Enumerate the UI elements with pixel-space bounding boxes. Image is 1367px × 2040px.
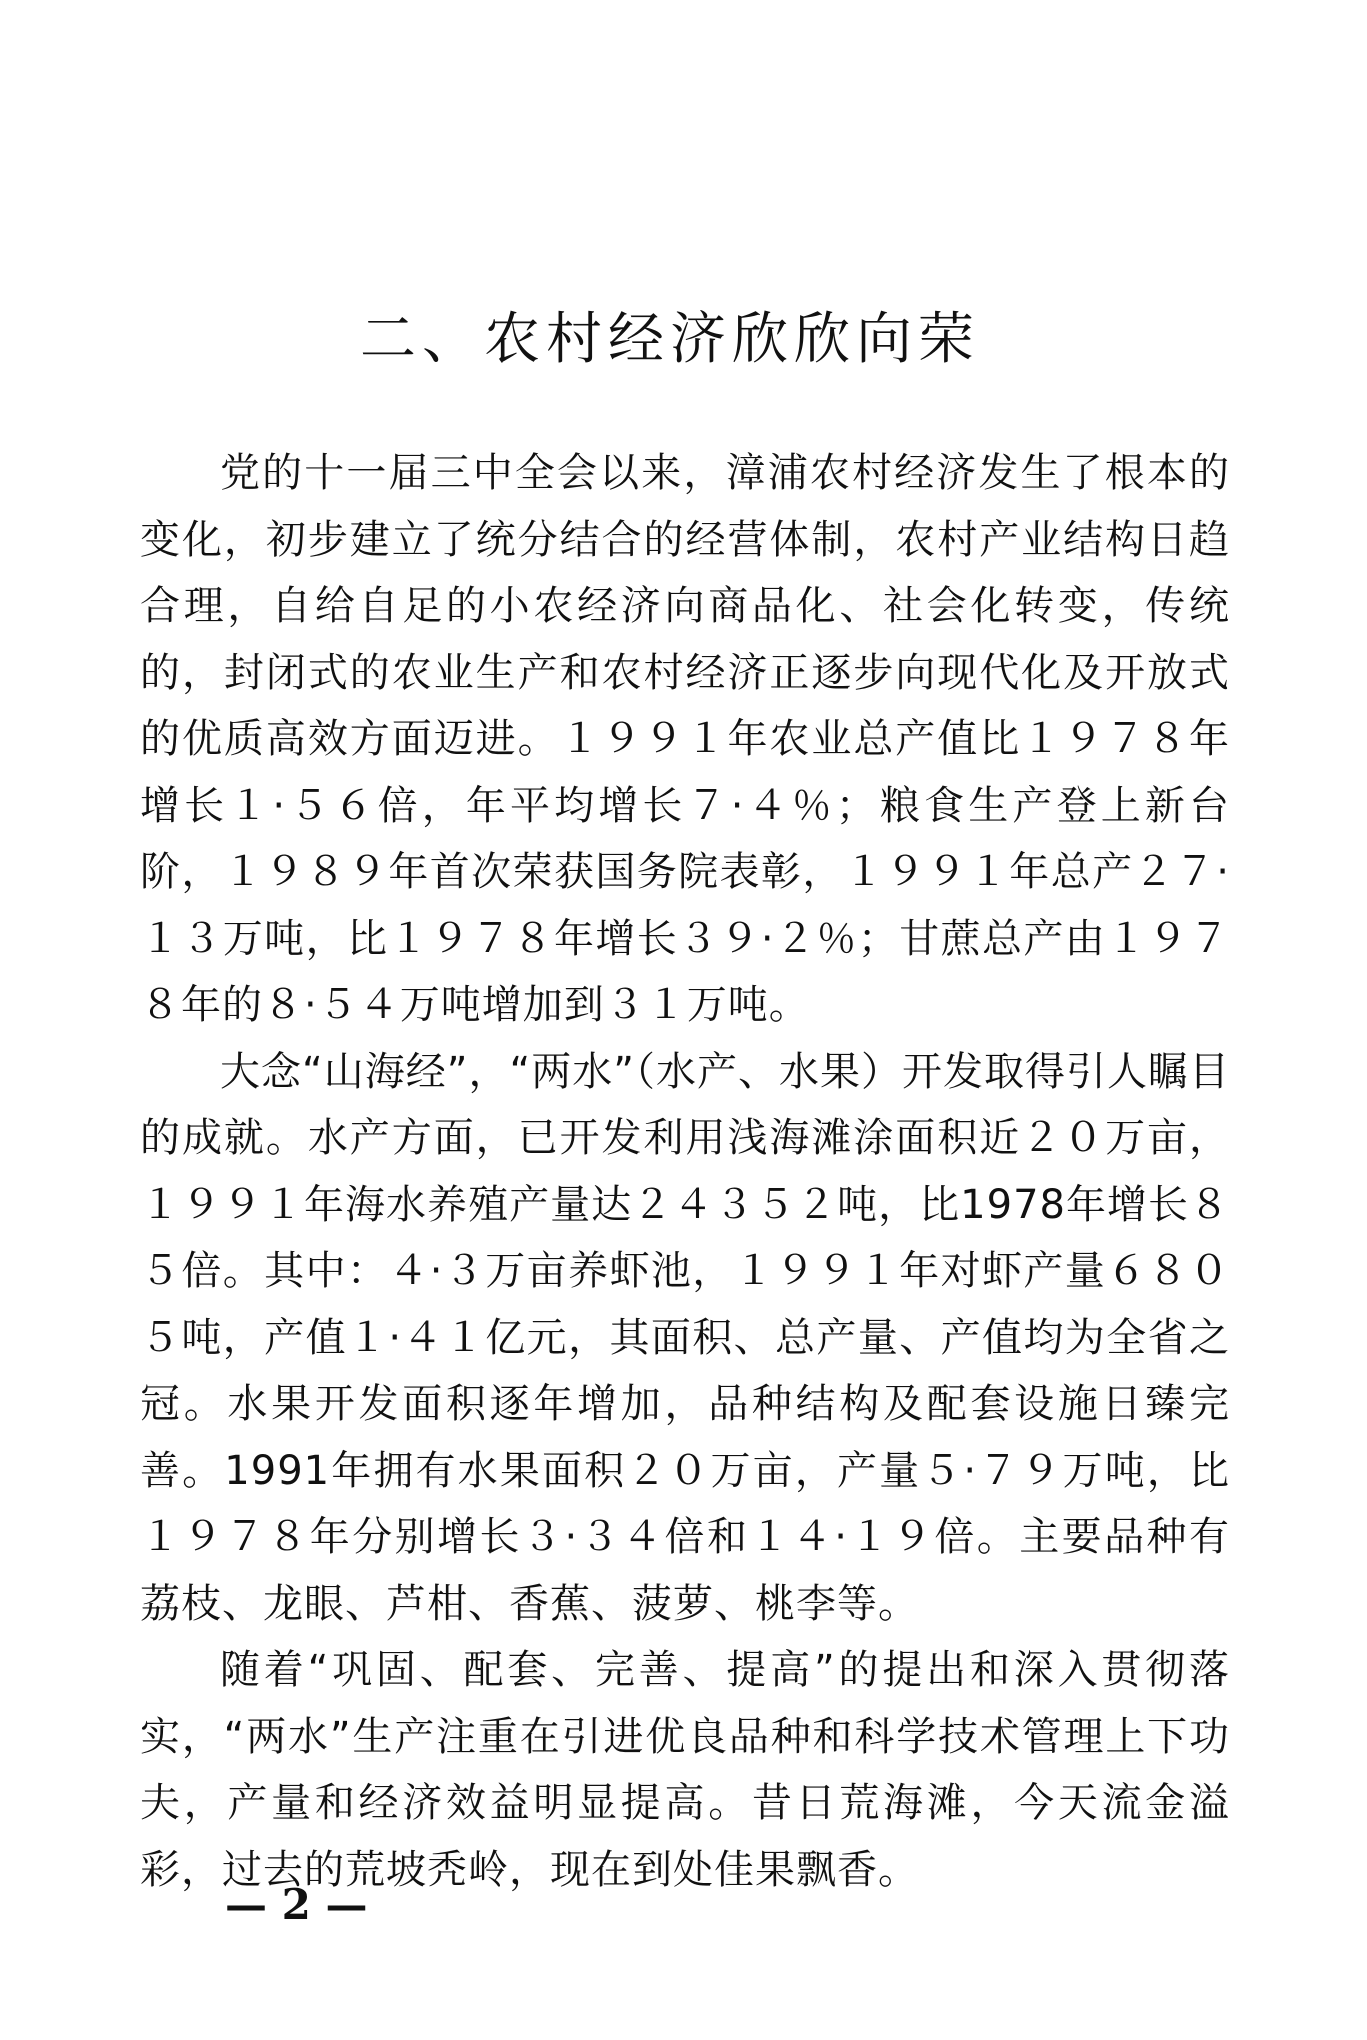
page-number: — 2 —: [225, 1880, 368, 1929]
paragraph-2: 大念“山海经”，“两水”（水产、水果）开发取得引人瞩目的成就。水产方面，已开发利用浅海滩涂面积近２０万亩，１９９１年海水养殖产量达２４３５２吨，比1978年增长８５倍。其中：４·３万亩养虾池，１９９１年对虾产量６８０５吨，产值１·４１亿元，其面积、总产量、产值均为全省之冠。水果开发面积逐年增加，品种结构及配套设施日臻完善。1991年拥有水果面积２０万亩，产量５·７９万吨，比１９７８年分别增长３·３４倍和１４·１９倍。主要品种有荔枝、龙眼、芦柑、香蕉、菠萝、桃李等。: [140, 1048, 1230, 1627]
paragraph-3: 随着“巩固、配套、完善、提高”的提出和深入贯彻落实，“两水”生产注重在引进优良品种和科学技术管理上下功夫，产量和经济效益明显提高。昔日荒海滩，今天流金溢彩，过去的荒坡秃岭，现在到处佳果飘香。: [140, 1647, 1230, 1893]
body-text: [140, 440, 1230, 1903]
section-title: 二、农村经济欣欣向荣: [360, 307, 980, 372]
paragraph-1: 党的十一届三中全会以来，漳浦农村经济发生了根本的变化，初步建立了统分结合的经营体制，农村产业结构日趋合理，自给自足的小农经济向商品化、社会化转变，传统的，封闭式的农业生产和农村经济正逐步向现代化及开放式的优质高效方面迈进。１９９１年农业总产值比１９７８年增长１·５６倍，年平均增长７·４％；粮食生产登上新台阶，１９８９年首次荣获国务院表彰，１９９１年总产２７·１３万吨，比１９７８年增长３９·２％；甘蔗总产由１９７８年的８·５４万吨增加到３１万吨。: [140, 450, 1230, 1028]
